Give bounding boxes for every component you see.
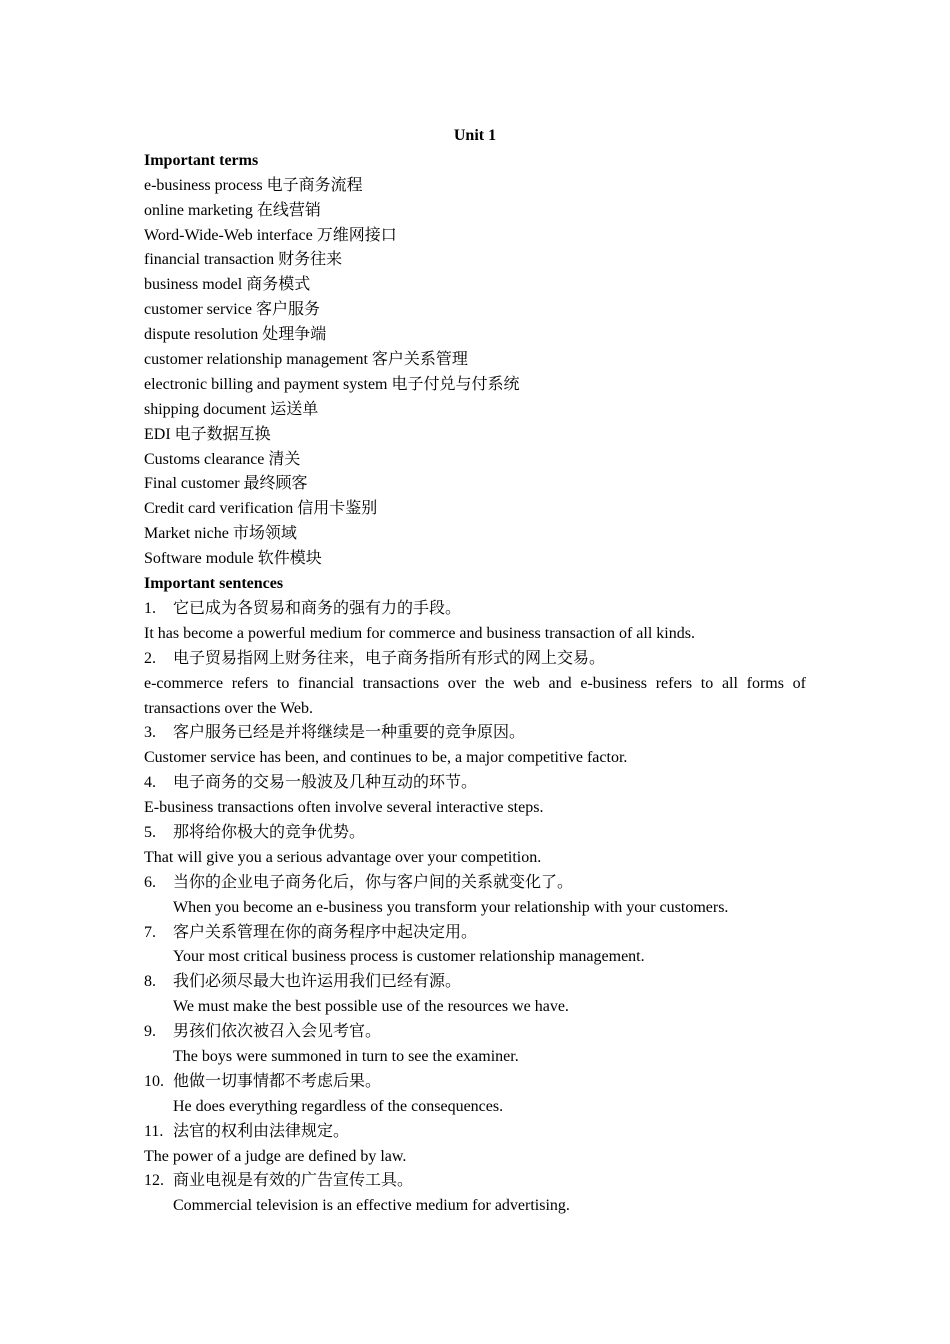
sentence-cn bbox=[144, 871, 806, 896]
sentence-en: The boys were summoned in turn to see the examiner. bbox=[173, 1047, 519, 1065]
term-line: Customs clearance 清关 bbox=[144, 450, 301, 468]
term-line: Market niche 市场领域 bbox=[144, 525, 297, 543]
sentence-en: Customer service has been, and continues to be, a major competitive factor. bbox=[144, 749, 628, 767]
sentence-cn bbox=[144, 1120, 806, 1145]
term-line: business model 商务模式 bbox=[144, 276, 311, 294]
sentence-number: 2. bbox=[144, 649, 156, 667]
term-line: customer service 客户服务 bbox=[144, 301, 320, 319]
document-page bbox=[144, 124, 806, 1219]
sentence-chinese: 客户服务已经是并将继续是一种重要的竞争原因。 bbox=[173, 724, 526, 742]
sentence-cn bbox=[144, 1169, 806, 1194]
sentence-number: 1. bbox=[144, 599, 156, 617]
sentence-chinese: 他做一切事情都不考虑后果。 bbox=[173, 1072, 382, 1090]
sentence-chinese: 它已成为各贸易和商务的强有力的手段。 bbox=[173, 599, 462, 617]
sentence-cn bbox=[144, 597, 806, 622]
sentence-number: 5. bbox=[144, 823, 156, 841]
sentence-number: 7. bbox=[144, 923, 156, 941]
term-line: Credit card verification 信用卡鉴别 bbox=[144, 500, 378, 518]
sentence-number: 3. bbox=[144, 724, 156, 742]
term-line: customer relationship management 客户关系管理 bbox=[144, 351, 468, 369]
sentence-en: e-commerce refers to financial transactions over the web and e-business refers to all forms of transactions over the Web. bbox=[144, 674, 806, 717]
sentence-chinese: 电子商务的交易一般波及几种互动的环节。 bbox=[173, 774, 478, 792]
term-line: Word-Wide-Web interface 万维网接口 bbox=[144, 226, 397, 244]
terms-heading: Important terms bbox=[144, 151, 259, 169]
sentence-en: That will give you a serious advantage over your competition. bbox=[144, 848, 542, 866]
term-line: Final customer 最终顾客 bbox=[144, 475, 308, 493]
sentences-heading: Important sentences bbox=[144, 575, 284, 593]
sentence-en: Commercial television is an effective medium for advertising. bbox=[173, 1197, 570, 1215]
sentence-en: It has become a powerful medium for commerce and business transaction of all kinds. bbox=[144, 624, 695, 642]
term-line: e-business process 电子商务流程 bbox=[144, 176, 363, 194]
sentence-en: He does everything regardless of the consequences. bbox=[173, 1097, 504, 1115]
sentence-cn bbox=[144, 721, 806, 746]
sentence-cn bbox=[144, 821, 806, 846]
sentence-chinese: 当你的企业电子商务化后，你与客户间的关系就变化了。 bbox=[173, 873, 574, 891]
sentence-chinese: 法官的权利由法律规定。 bbox=[173, 1122, 350, 1140]
term-line: dispute resolution 处理争端 bbox=[144, 326, 327, 344]
sentence-number: 4. bbox=[144, 774, 156, 792]
sentence-number: 9. bbox=[144, 1023, 156, 1041]
sentence-cn bbox=[144, 1020, 806, 1045]
sentence-en: We must make the best possible use of the resources we have. bbox=[173, 998, 569, 1016]
sentence-en: E-business transactions often involve several interactive steps. bbox=[144, 799, 544, 817]
sentence-chinese: 客户关系管理在你的商务程序中起决定用。 bbox=[173, 923, 478, 941]
sentence-chinese: 商业电视是有效的广告宣传工具。 bbox=[173, 1172, 414, 1190]
term-line: online marketing 在线营销 bbox=[144, 201, 321, 219]
sentence-number: 8. bbox=[144, 973, 156, 991]
sentence-number: 11. bbox=[144, 1122, 164, 1140]
sentence-chinese: 我们必须尽最大也许运用我们已经有源。 bbox=[173, 973, 462, 991]
sentence-en: The power of a judge are defined by law. bbox=[144, 1147, 407, 1165]
sentence-cn bbox=[144, 771, 806, 796]
term-line: financial transaction 财务往来 bbox=[144, 251, 343, 269]
sentence-cn bbox=[144, 921, 806, 946]
sentence-chinese: 男孩们依次被召入会见考官。 bbox=[173, 1023, 382, 1041]
term-line: electronic billing and payment system 电子付兑与付系统 bbox=[144, 375, 520, 393]
term-line: EDI 电子数据互换 bbox=[144, 425, 271, 443]
sentence-number: 10. bbox=[144, 1072, 164, 1090]
document-title: Unit 1 bbox=[453, 127, 497, 144]
sentence-cn bbox=[144, 1070, 806, 1095]
sentence-number: 12. bbox=[144, 1172, 164, 1190]
term-line: shipping document 运送单 bbox=[144, 400, 319, 418]
sentence-chinese: 电子贸易指网上财务往来，电子商务指所有形式的网上交易。 bbox=[173, 649, 606, 667]
sentence-number: 6. bbox=[144, 873, 156, 891]
sentence-cn bbox=[144, 970, 806, 995]
sentence-chinese: 那将给你极大的竞争优势。 bbox=[173, 823, 366, 841]
sentence-en: Your most critical business process is customer relationship management. bbox=[173, 948, 645, 966]
sentence-en: When you become an e-business you transform your relationship with your customers. bbox=[173, 898, 729, 916]
sentence-cn bbox=[144, 647, 806, 672]
term-line: Software module 软件模块 bbox=[144, 550, 322, 568]
